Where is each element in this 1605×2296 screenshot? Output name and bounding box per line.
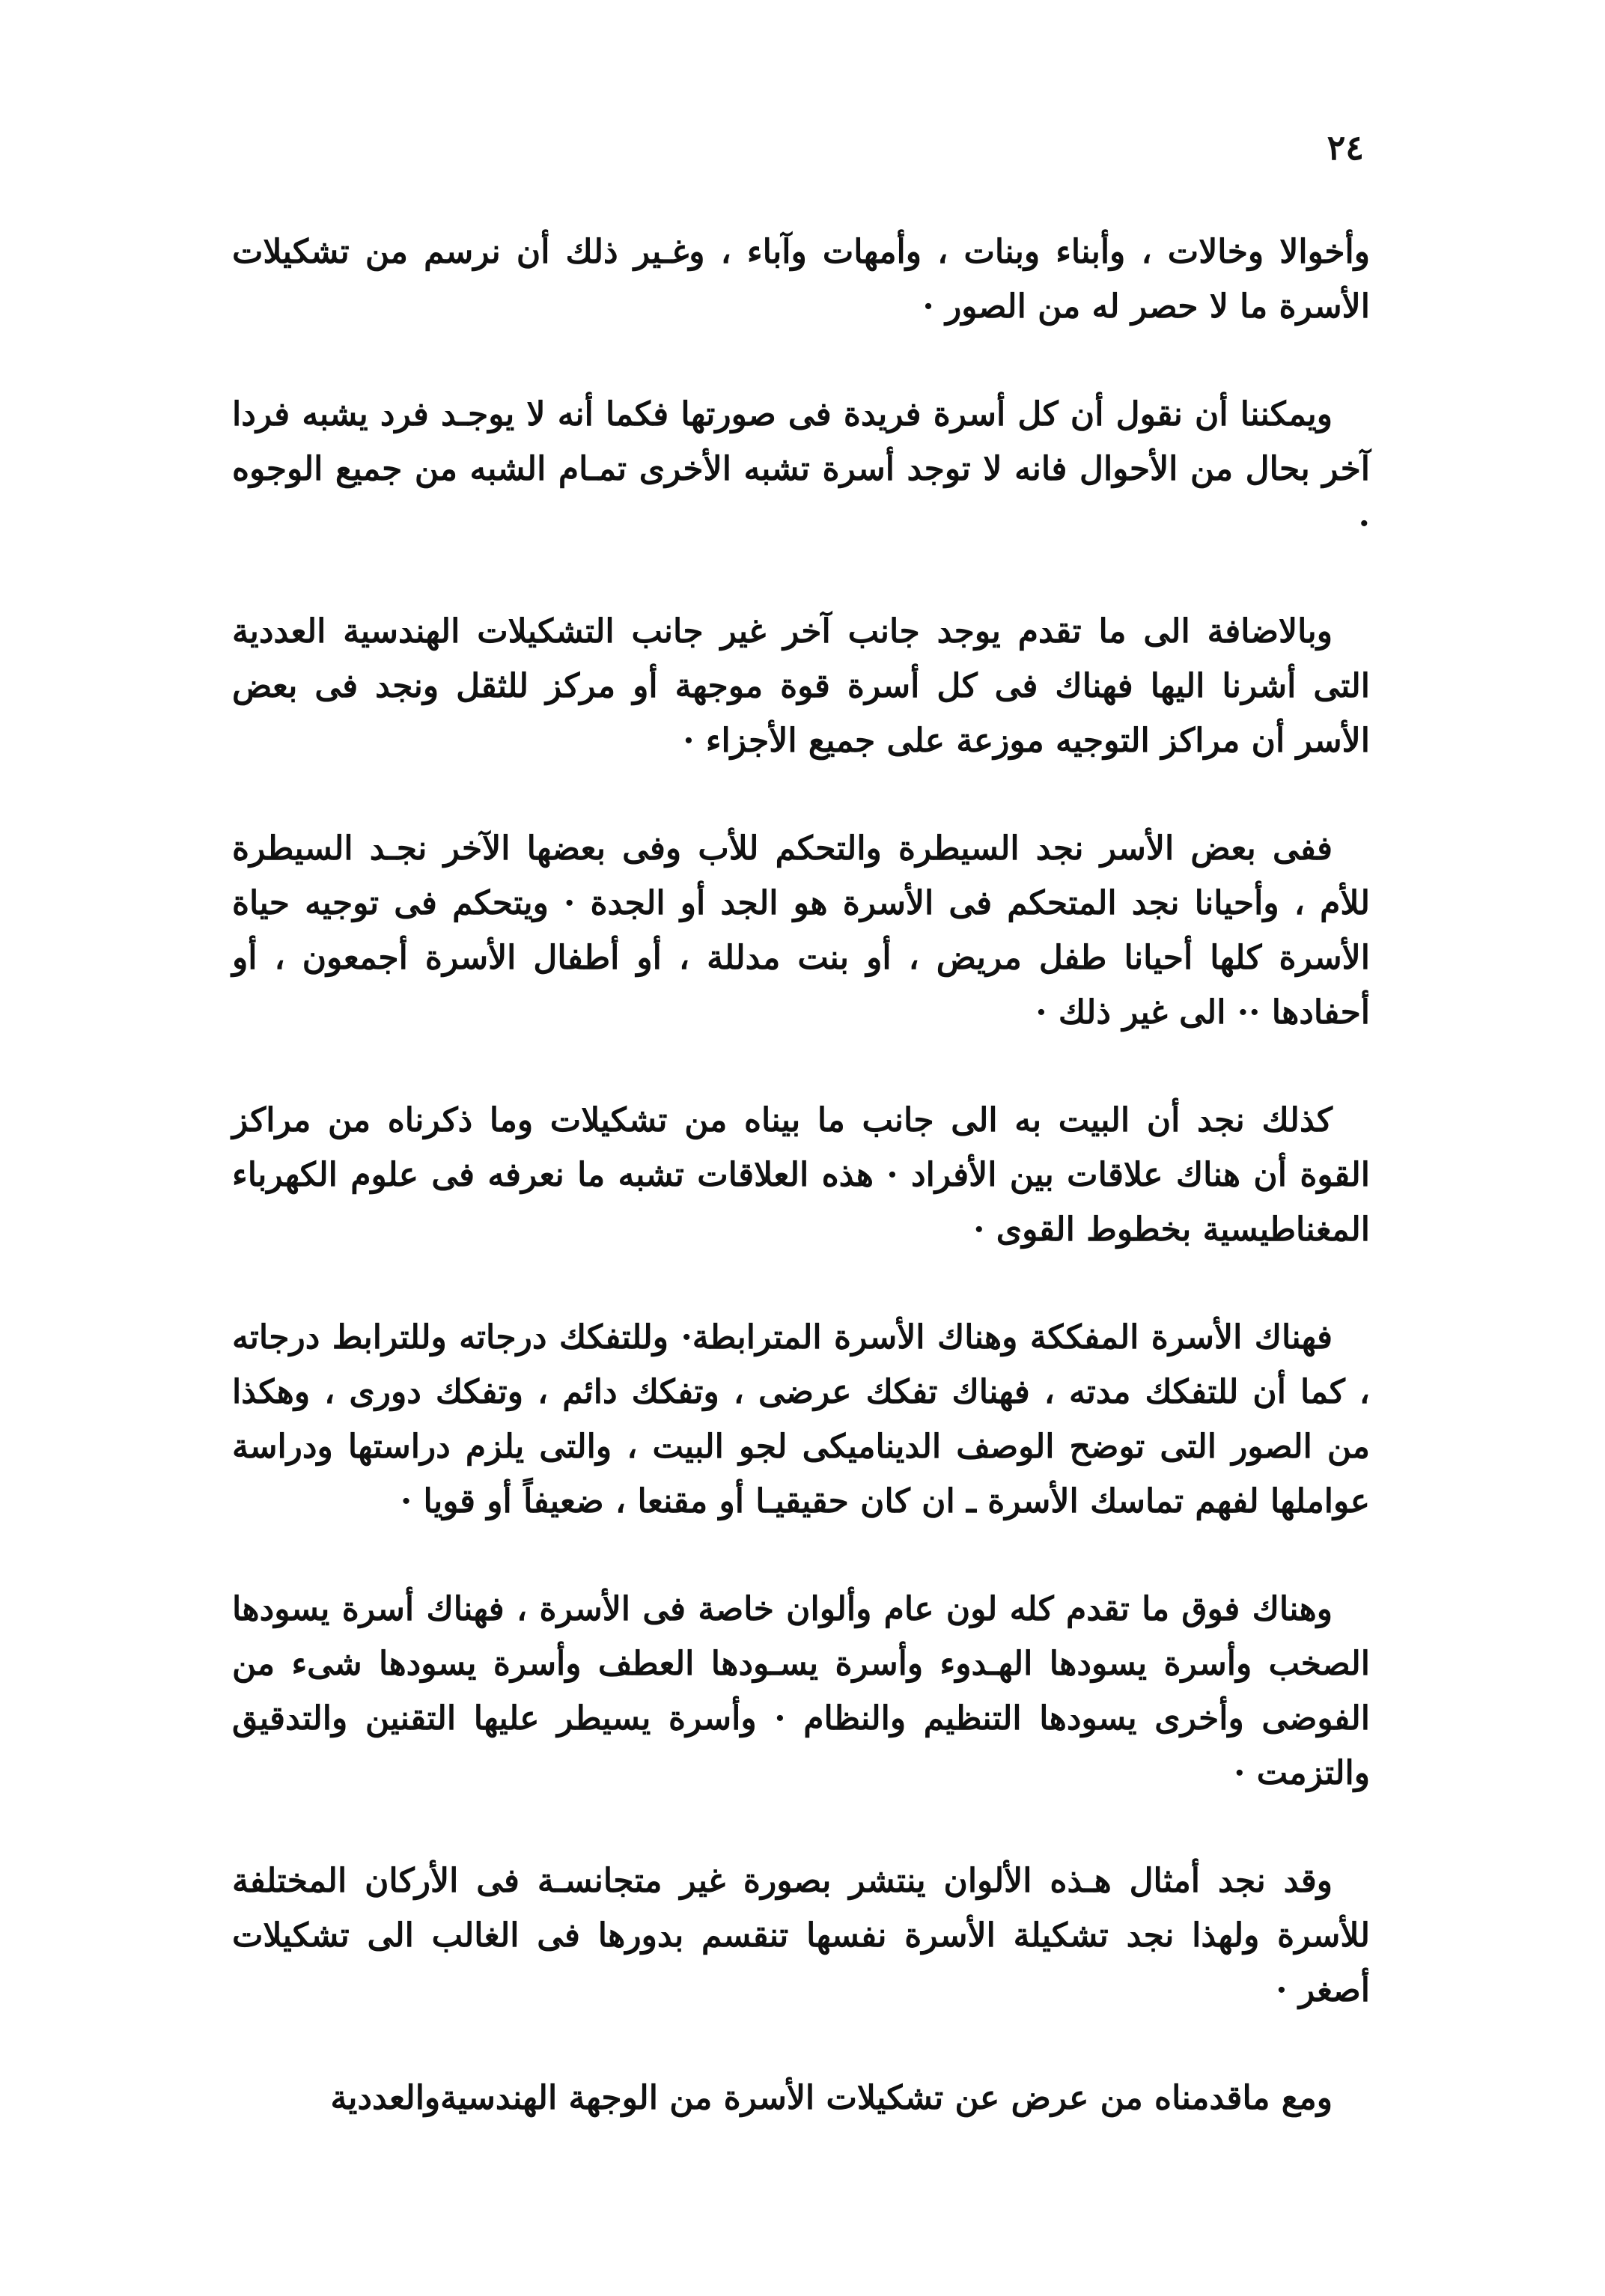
paragraph-7: وهناك فوق ما تقدم كله لون عام وألوان خاصة فى الأسرة ، فهناك أسرة يسودها الصخب وأسرة يسودها الهـدوء وأسرة يسـودها العطف وأسرة يسودها شىء من الفوضى وأخرى يسودها التنظيم والنظام · وأسرة يسيطر عليها التقنين والتدقيق والتزمت · (232, 1590, 1370, 1792)
paragraph-3: وبالاضافة الى ما تقدم يوجد جانب آخر غير جانب التشكيلات الهندسية العددية التى أشرنا اليها فهناك فى كل أسرة قوة موجهة أو مركز للثقل ونجد فى بعض الأسر أن مراكز التوجيه موزعة على جميع الأجزاء · (232, 612, 1371, 760)
paragraph-4: ففى بعض الأسر نجد السيطرة والتحكم للأب وفى بعضها الآخر نجـد السيطرة للأم ، وأحيانا نجد المتحكم فى الأسرة هو الجد أو الجدة · ويتحكم فى توجيه حياة الأسرة كلها أحيانا طفل مريض ، أو بنت مدللة ، أو أطفال الأسرة أجمعون ، أو أحفادها ·· الى غير ذلك · (232, 829, 1370, 1032)
paragraph-2: ويمكننا أن نقول أن كل أسرة فريدة فى صورتها فكما أنه لا يوجـد فرد يشبه فردا آخر بحال من الأحوال فانه لا توجد أسرة تشبه الأخرى تمـام الشبه من جميع الوجوه · (232, 395, 1370, 543)
page-number: ٢٤ (1327, 127, 1364, 168)
paragraph-6: فهناك الأسرة المفككة وهناك الأسرة المترابطة· وللتفكك درجاته وللترابط درجاته ، كما أن للتفكك مدته ، فهناك تفكك عرضى ، وتفكك دائم ، وتفكك دورى ، وهكذا من الصور التى توضح الوصف الديناميكى لجو البيت ، والتى يلزم دراستها ودراسة عواملها لفهم تماسك الأسرة ـ ان كان حقيقيـا أو مقنعا ، ضعيفاً أو قويا · (232, 1318, 1370, 1520)
body-text (232, 225, 1370, 2125)
paragraph-9: ومع ماقدمناه من عرض عن تشكيلات الأسرة من الوجهة الهندسيةوالعددية (330, 2079, 1333, 2117)
paragraph-1: وأخوالا وخالات ، وأبناء وبنات ، وأمهات وآباء ، وغـير ذلك أن نرسم من تشكيلات الأسرة ما لا حصر له من الصور · (232, 233, 1370, 326)
paragraph-5: كذلك نجد أن البيت به الى جانب ما بيناه من تشكيلات وما ذكرناه من مراكز القوة أن هناك علاقات بين الأفراد · هذه العلاقات تشبه ما نعرفه فى علوم الكهرباء المغناطيسية بخطوط القوى · (232, 1101, 1370, 1249)
paragraph-8: وقد نجد أمثال هـذه الألوان ينتشر بصورة غير متجانسـة فى الأركان المختلفة للأسرة ولهذا نجد تشكيلة الأسرة نفسها تنقسم بدورها فى الغالب الى تشكيلات أصغر · (232, 1862, 1370, 2009)
